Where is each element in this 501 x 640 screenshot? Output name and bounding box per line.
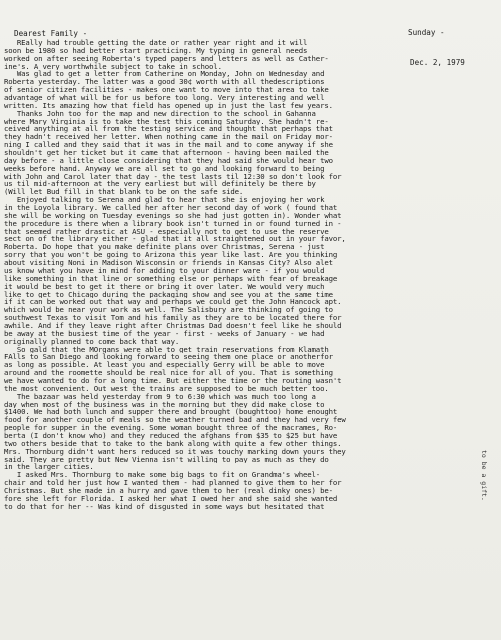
letter-line: if it can be worked out that way and perhaps we could get the John Hancock apt. <box>4 298 342 307</box>
letter-line: REally had trouble getting the date or rather year right and it will <box>4 39 308 47</box>
letter-line: Enjoyed talking to Serena and glad to hear that she is enjoying her work <box>4 196 325 205</box>
letter-line: with John and Carol later that day - the test lasts til 12:30 so don't look for <box>4 172 342 181</box>
letter-line: people for supper in the evening. Some woman bought three of the macrames, Ro- <box>4 424 338 432</box>
letter-line: awhile. And if they leave right after Christmas Dad doesn't feel like he should <box>4 321 342 330</box>
letter-line: like something in that line or something else or perhaps with fear of breakage <box>4 274 338 283</box>
letter-day: Sunday - <box>408 28 445 37</box>
letter-line: in the Loyola library. We called her after her second day of work ( found that <box>4 204 338 212</box>
letter-line: two others beside that to take to the bank along with quite a few other things. <box>4 439 342 448</box>
letter-line: $1400. We had both lunch and supper there and brought (boughttoo) home enought <box>4 408 338 417</box>
letter-line: as long as possible. At least you and especially Gerry will be able to move <box>4 361 325 370</box>
letter-line: (Will let Bud fill in that blank to be on the safe side. <box>4 188 244 197</box>
letter-line: in the larger cities. <box>4 463 94 472</box>
letter-line: ine's. A very worthwhile subject to take in school. <box>4 62 222 71</box>
letter-line: of senior citizen facilities - makes one want to move into that area to take <box>4 86 329 95</box>
letter-line: So gald that the MOrgans were able to get train reservations from Klamath <box>4 345 329 354</box>
letter-body <box>4 39 488 511</box>
letter-line: to do that for her -- Was kind of disgusted in some ways but hesitated that <box>4 502 325 511</box>
letter-line: said. They are pretty but New Vienna isn't willing to pay as much as they do <box>4 455 329 464</box>
letter-line: the procedure is there when a library book isn't turned in or found turned in - <box>4 219 342 228</box>
letter-line: written. Its amazing how that field has opened up in just the last few years. <box>4 101 333 110</box>
letter-line: around and the roomette should be real nice for all of you. That is something <box>4 369 333 377</box>
letter-line: worked on after seeing Roberta's typed papers and letters as well as Cather- <box>4 54 329 63</box>
letter-line: chair and told her just how I wanted them - had planned to give them to her for <box>4 479 342 487</box>
letter-line: day before - a little close considering that they had said she would hear two <box>4 156 333 165</box>
letter-line: weeks before hand. Anyway we are all set to go and looking forward to being <box>4 164 325 173</box>
letter-greeting: Dearest Family - <box>14 29 88 38</box>
letter-line: FAlls to San Diego and looking forward to seeing them one place or anotherfor <box>4 353 333 362</box>
letter-line: Christmas. But she made in a hurry and gave them to her (real dinky ones) be- <box>4 486 333 495</box>
letter-line: originally planned to come back that way. <box>4 337 180 346</box>
letter-line: Mrs. Thornburg didn't want hers reduced so it was touchy marking down yours they <box>4 447 346 456</box>
letter-line: where Mary Virginia is to take the test this coming Saturday. She hadn't re- <box>4 117 329 126</box>
letter-line: The bazaar was held yesterday from 9 to 6:30 which was much too long a <box>4 392 316 401</box>
letter-line: southwest Texas to visit Tom and his family as they are to be located there for <box>4 314 342 322</box>
letter-line: it would be best to get it there or bring it over later. We would very much <box>4 282 325 291</box>
letter-line: ceived anything at all from the testing service and thought that perhaps that <box>4 125 333 134</box>
letter-line: Roberta yesterday. The latter was a good 30¢ worth with all thedescriptions <box>4 78 325 87</box>
letter-line: advantage of what will be for us before too long. Very interesting and well <box>4 94 325 102</box>
letter-line: soon be 1980 so had better start practicing. My typing in general needs <box>4 46 308 55</box>
letter-line: we have wanted to do for a long time. But either the time or the routing wasn't <box>4 376 342 385</box>
letter-line: us know what you have in mind for adding to your dinner ware - if you would <box>4 266 325 275</box>
letter-line: us til mid-afternoon at the very earliest but will definitely be there by <box>4 180 316 189</box>
letter-line: which would be near your work as well. The Salisbury are thinking of going to <box>4 306 333 315</box>
letter-line: the most convenient. Out west the trains are supposed to be much better too. <box>4 384 329 393</box>
letter-line: sorry that you won't be going to Arizona this year like last. Are you thinking <box>4 251 338 260</box>
letter-line: about visiting Noni in Madison Wisconsin or friends in Kansas City? Also alet <box>4 259 333 267</box>
letter-line: berta (I don't know who) and they reduced the afghans from $35 to $25 but have <box>4 431 338 440</box>
letter-line: that seemed rather drastic at ASU - especially not to get to use the reserve <box>4 227 329 236</box>
letter-line: I asked Mrs. Thornburg to make some big bags to fit on Grandma's wheel- <box>4 471 321 480</box>
letter-line: ning I called and they said that it was in the mail and to come anyway if she <box>4 141 333 150</box>
letter-line: sect on of the library either - glad that it all straightened out in your favor, <box>4 235 346 244</box>
letter-line: Was glad to get a letter from Catherine on Monday, John on Wednesday and <box>4 70 325 79</box>
letter-line: Roberta. Do hope that you make definite plans over Christmas, Serena - just <box>4 243 325 252</box>
letter-line: food for another couple of meals so the weather turned bad and they had very few <box>4 416 346 425</box>
letter-line: like to get to Chicago during the packaging show and see you at the same time <box>4 290 333 299</box>
letter-line: shouldn't get her ticket but it came that afternoon - having been mailed the <box>4 149 329 157</box>
letter-line: they hadn't received her letter. When nothing came in the mail on Friday mor- <box>4 133 333 142</box>
letter-date: Dec. 2, 1979 <box>410 58 465 67</box>
letter-line: she will be working on Tuesday evenings so she had just gotten in). Wonder what <box>4 211 342 220</box>
letter-line: day when most of the business was in the morning but they did make close to <box>4 400 325 409</box>
handwritten-margin-note: to be a gift. <box>480 450 488 501</box>
letter-line: Thanks John too for the map and new direction to the school in Gahanna <box>4 109 316 118</box>
letter-line: be away at the busiest time of the year - first - weeks of January - we had <box>4 329 325 338</box>
letter-line: fore she left for Florida. I asked her what I owed her and she said she wanted <box>4 494 338 503</box>
